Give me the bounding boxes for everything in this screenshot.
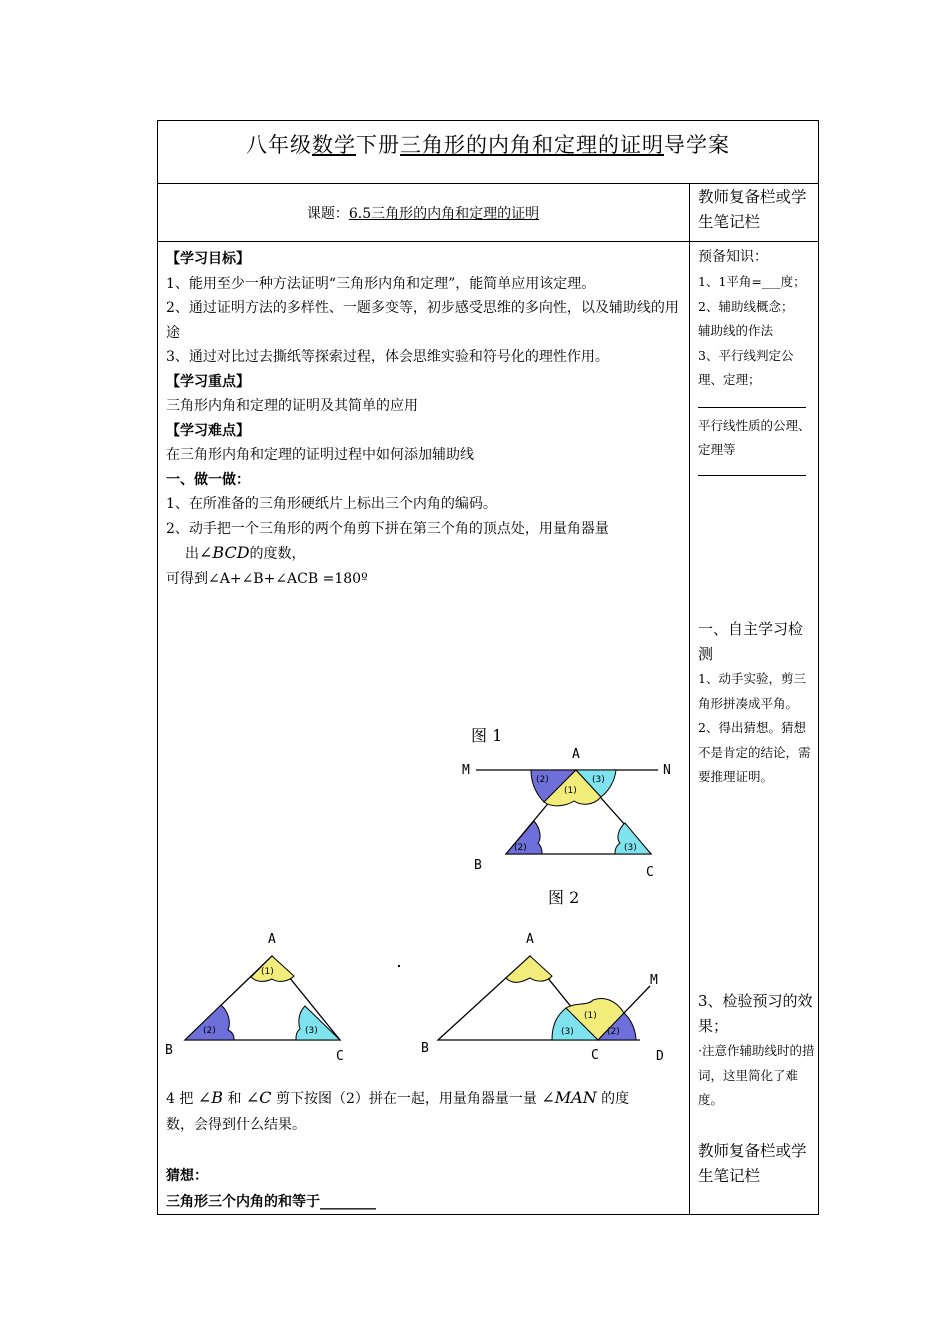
worksheet-table [157,120,819,1215]
step-2-result: 可得到∠A+∠B+∠ACB =180º [166,570,368,587]
step-2-post: 的度数， [249,546,306,562]
goal-item: 1、能用至少一种方法证明“三角形内角和定理”，能简单应用该定理。 [166,275,596,292]
focus-text: 三角形内角和定理的证明及其简单的应用 [166,398,418,414]
angle-1-label: (1) [261,967,274,977]
angle-b: ∠B [197,1088,223,1107]
main-column [166,247,686,591]
step-4-line-2: 数，会得到什么结果。 [166,1117,306,1133]
point-b-label: B [421,1041,429,1056]
step-4 [166,1085,686,1138]
side-column-heading-bottom: 教师复备栏或学生笔记栏 [698,1142,807,1185]
verify-heading: 3、检验预习的效果； [698,992,813,1035]
header-row-divider [158,241,818,242]
angle-man: ∠MAN [541,1088,597,1107]
title-part: 导学案 [664,133,730,157]
angle-bcd: ∠BCD [199,543,250,562]
step-2-continued [166,541,686,567]
step-4-pre: 4 把 [166,1091,194,1107]
step-4-post: 的度 [601,1091,630,1107]
step-1: 1、在所准备的三角形硬纸片上标出三个内角的编码。 [166,496,497,512]
side-rule [698,407,806,408]
point-a-label: A [572,747,580,762]
step-4-mid: 剪下按图（2）拼在一起，用量角器量一量 [276,1091,537,1107]
title-part-underlined: 数学 [312,133,356,157]
guess-heading: 猜想： [166,1168,208,1184]
difficulty-heading: 【学习难点】 [166,422,250,439]
focus-heading: 【学习重点】 [166,373,250,390]
subject-value: 6.5三角形的内角和定理的证明 [348,206,540,222]
angle-3-label: (3) [624,843,637,853]
side-rule [698,475,806,476]
wedge-3-at-c [296,1006,340,1040]
angle-1-label: (1) [564,786,577,796]
side-column [698,245,816,476]
guess-text: 三角形三个内角的和等于________ [166,1194,376,1210]
step-2-pre: 出 [185,546,199,562]
lesson-subject [158,203,688,223]
step-4-and: 和 [227,1091,242,1107]
title-part: 下册 [356,133,400,157]
title-part: 八年级 [246,133,312,157]
prep-item: 2、辅助线概念； [698,298,794,314]
stray-dot [398,965,400,967]
activity-heading: 一、做一做： [166,471,250,488]
point-c-label: C [591,1048,599,1063]
prep-item: 1、1平角=___度； [698,274,806,289]
angle-2-label: (2) [203,1026,216,1036]
angle-c: ∠C [245,1088,272,1107]
point-c-label: C [646,865,654,880]
goal-heading: 【学习目标】 [166,251,250,267]
figure-triangle-abc [160,926,360,1066]
goal-item: 2、通过证明方法的多样性、一题多变等，初步感受思维的多向性，以及辅助线的用途 [166,300,679,341]
column-divider [689,183,690,1214]
figure-angle-rearrangement [458,743,698,883]
verify-note: ·注意作辅助线时的措词，这里简化了难度。 [698,1043,815,1107]
prep-item: 平行线性质的公理、定理等 [698,417,811,457]
figure-exterior-angle [418,926,678,1066]
prep-item: 3、平行线判定公理、定理； [698,347,794,387]
goal-item: 3、通过对比过去撕纸等探索过程，体会思维实验和符号化的理性作用。 [166,349,609,365]
step-2: 2、动手把一个三角形的两个角剪下拼在第三个角的顶点处，用量角器量 [166,520,609,537]
self-check-item: 2、得出猜想。猜想不是肯定的结论，需要推理证明。 [698,720,811,784]
self-check-section [698,617,816,790]
angle-2-label: (2) [514,843,527,853]
point-d-label: D [656,1049,664,1064]
self-check-item: 1、动手实验，剪三角形拼凑成平角。 [698,671,806,711]
point-a-label: A [268,932,276,947]
prep-heading: 预备知识： [698,249,768,265]
figure-2-label: 图 2 [548,888,580,907]
wedge-1-at-a [506,956,552,982]
point-n-label: N [663,763,671,778]
angle-3-label: (3) [305,1026,318,1036]
title-part-underlined: 三角形的内角和定理的证明 [400,133,664,157]
angle-2-label: (2) [607,1027,620,1037]
point-m-label: M [650,973,658,988]
angle-2-label: (2) [536,775,549,785]
self-check-heading: 一、自主学习检测 [698,620,804,663]
angle-3-label: (3) [592,775,605,785]
verify-section [698,989,816,1113]
side-column-heading: 教师复备栏或学生笔记栏 [698,188,807,231]
point-b-label: B [165,1043,173,1058]
prep-item: 辅助线的作法 [698,323,774,338]
figure-1-label: 图 1 [471,726,503,745]
point-b-label: B [474,858,482,873]
point-a-label: A [526,932,534,947]
angle-1-label: (1) [584,1011,597,1021]
angle-3-label: (3) [561,1027,574,1037]
difficulty-text: 在三角形内角和定理的证明过程中如何添加辅助线 [166,447,474,463]
subject-label: 课题： [306,206,349,222]
title-row-divider [158,183,818,184]
page-title [158,129,818,159]
point-m-label: M [462,763,470,778]
point-c-label: C [336,1049,344,1064]
